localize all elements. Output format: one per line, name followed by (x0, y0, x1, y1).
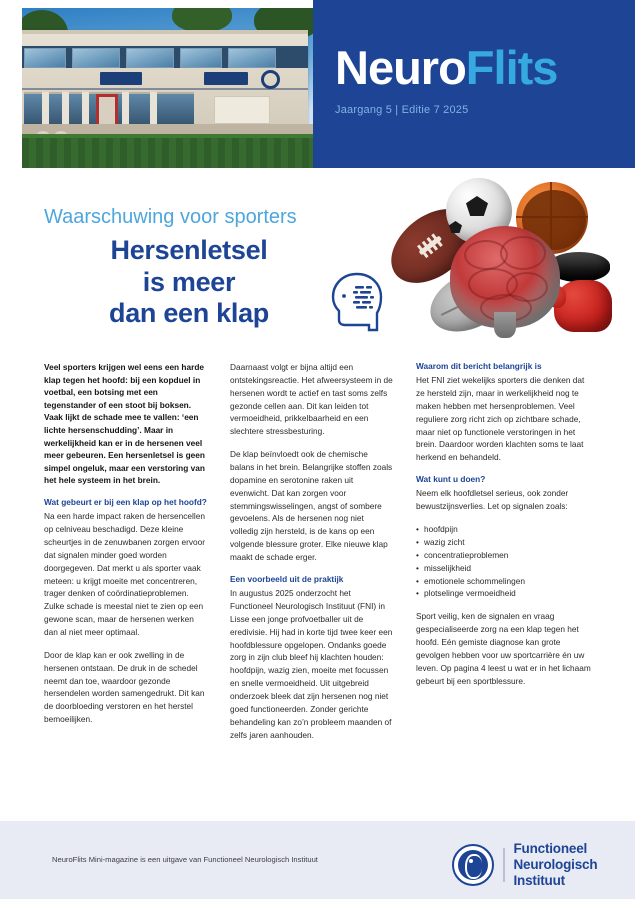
hero-photo-clinic-building (22, 8, 313, 168)
brand-title (335, 41, 558, 94)
section-heading-wat-kunt-u-doen: Wat kunt u doen? (416, 474, 486, 485)
paragraph: Daarnaast volgt er bijna altijd een ontstekingsreactie. Het afweersysteem in de hersenen wordt te actief en tast soms zelfs gezonde cellen aan. Dit kan leiden tot vermoeidheid, prikkelbaarheid en een slechtere stressbesturing. (230, 362, 393, 437)
brain-stem (494, 312, 516, 338)
headline-line-1: Hersenletsel (110, 235, 268, 265)
hedge (22, 138, 313, 168)
list-item: • concentratieproblemen (416, 549, 592, 562)
column-3 (416, 361, 592, 697)
window (228, 48, 276, 68)
building-sign-spineclinic (204, 72, 248, 85)
paragraph: De klap beïnvloedt ook de chemische balans in het brein. Belangrijke stoffen zoals dopamine en serotonine raken uit evenwicht. Dat kan zorgen voor stemmingswisselingen, angst of sombere gevoelens. Als de hersenen nog niet volledig zijn hersteld, is de kans op een volgende blessure groter. Elke nieuwe klap maakt de schade erger. (230, 449, 393, 563)
list-item: • misselijkheid (416, 562, 592, 575)
sports-brain-illustration (368, 176, 620, 338)
list-item: • plotselinge vermoeidheid (416, 587, 592, 600)
issue-line: Jaargang 5 | Editie 7 2025 (335, 104, 469, 116)
brain-fold (500, 236, 546, 270)
window (72, 48, 120, 68)
logo-spiral-dot (469, 859, 473, 863)
list-item: • hoofdpijn (416, 523, 592, 536)
fni-logo-mark-icon (452, 844, 494, 886)
page-footer (0, 821, 635, 899)
building-sign-fni (100, 72, 142, 85)
article-kicker: Waarschuwing voor sporters (44, 206, 297, 228)
facade-ring-decor (261, 70, 280, 89)
headline-line-2: is meer (142, 266, 236, 297)
paragraph: Sport veilig, ken de signalen en vraag gespecialiseerde zorg na een klap tegen het hoofd. Eén gemiste diagnose kan grote gevolgen hebben voor uw sportcarrière én uw leven. Op pagina 4 leest u wat er in het lichaam gebeurt bij een sportblessure. (416, 611, 591, 686)
logo-line-1: Functioneel (513, 841, 588, 856)
fni-logo (452, 841, 597, 888)
brand-flits: Flits (465, 41, 558, 94)
boxing-glove-icon (554, 280, 612, 332)
facade-line (22, 88, 308, 90)
clinic-building (22, 30, 308, 130)
headline-line-3: dan een klap (109, 298, 269, 329)
section-heading-wat-gebeurt: Wat gebeurt er bij een klap op het hoofd? (44, 497, 207, 508)
masthead (313, 0, 635, 168)
window (126, 48, 174, 68)
fni-logo-text (514, 841, 598, 888)
roofline (22, 30, 308, 34)
logo-line-3: Instituut (513, 872, 565, 888)
page-title (44, 235, 334, 330)
symptom-list (416, 523, 592, 600)
paragraph: Na een harde impact raken de hersencellen op celniveau beschadigd. Deze kleine scheurtjes in de zenuwbanen zorgen ervoor dat signalen minder goed worden doorgegeven. Dat merkt u als sporter vaak meteen: u krijgt moeite met concentreren, trager denken of coördinatieproblemen. Zulke schade is meestal niet te zien op een gewone scan, maar de hersenen werken dan al niet meer optimaal. (44, 511, 205, 638)
page-header (0, 0, 635, 168)
logo-line-2: Neurologisch (513, 856, 598, 872)
section-heading-praktijkvoorbeeld: Een voorbeeld uit de praktijk (230, 573, 344, 584)
brand-neuro: Neuro (335, 41, 466, 94)
window (180, 48, 222, 68)
paragraph: Het FNI ziet wekelijks sporters die denken dat ze hersteld zijn, maar in werkelijkheid nog te maken hebben met hersenproblemen. Veel reguliere zorg richt zich op zichtbare schade, maar niet op functionele verstoringen in het brein. Daardoor worden klachten soms te laat herkend en behandeld. (416, 375, 585, 463)
human-brain-icon (450, 226, 560, 328)
paragraph: Door de klap kan er ook zwelling in de hersenen ontstaan. De druk in de schedel neemt dan toe, waardoor gezonde hersendelen worden samengedrukt. Dit kan de doorbloeding verstoren en het herstel bemoeilijken. (44, 649, 205, 725)
window (24, 48, 66, 68)
list-item: • wazig zicht (416, 536, 592, 549)
column-1 (44, 361, 208, 736)
footer-note: NeuroFlits Mini-magazine is een uitgave van Functioneel Neurologisch Instituut (52, 855, 318, 864)
logo-head-profile (465, 854, 482, 879)
logo-divider (503, 848, 505, 882)
list-item: • emotionele schommelingen (416, 575, 592, 588)
article-body (44, 361, 592, 791)
paragraph: In augustus 2025 onderzocht het Functioneel Neurologisch Instituut (FNI) in Lisse een jonge profvoetballer uit de eredivisie. Hij had in korte tijd twee keer een hoofdblessure opgelopen. Ondanks goede zorg in zijn club bleef hij klachten houden: hoofdpijn, wazig zien, moeite met focussen en snelle vermoeidheid. Uit uitgebreid onderzoek bleek dat zijn hersenen nog niet goed functioneerden. Zonder gerichte behandeling kan zo’n probleem maanden of zelfs jaren aanhouden. (230, 588, 393, 740)
lead-paragraph: Veel sporters krijgen wel eens een harde klap tegen het hoofd: bij een kopduel in voetbal, een botsing met een tegenstander of een stoot bij boksen. Vaak lijkt de schade mee te vallen: ‘een lichte hersenschudding’. Maar in werkelijkheid kan er in de hersenen veel meer gebeuren. Een hersenletsel is geen simpel ongeluk, maar een verstoring van het hele systeem in het brein. (44, 362, 205, 486)
football-lace (419, 235, 443, 255)
paragraph: Neem elk hoofdletsel serieus, ook zonder bewustzijnsverlies. Let op signalen zoals: (416, 488, 569, 512)
section-heading-waarom-belangrijk: Waarom dit bericht belangrijk is (416, 361, 542, 371)
garage-door (214, 96, 270, 124)
column-2 (230, 361, 394, 751)
